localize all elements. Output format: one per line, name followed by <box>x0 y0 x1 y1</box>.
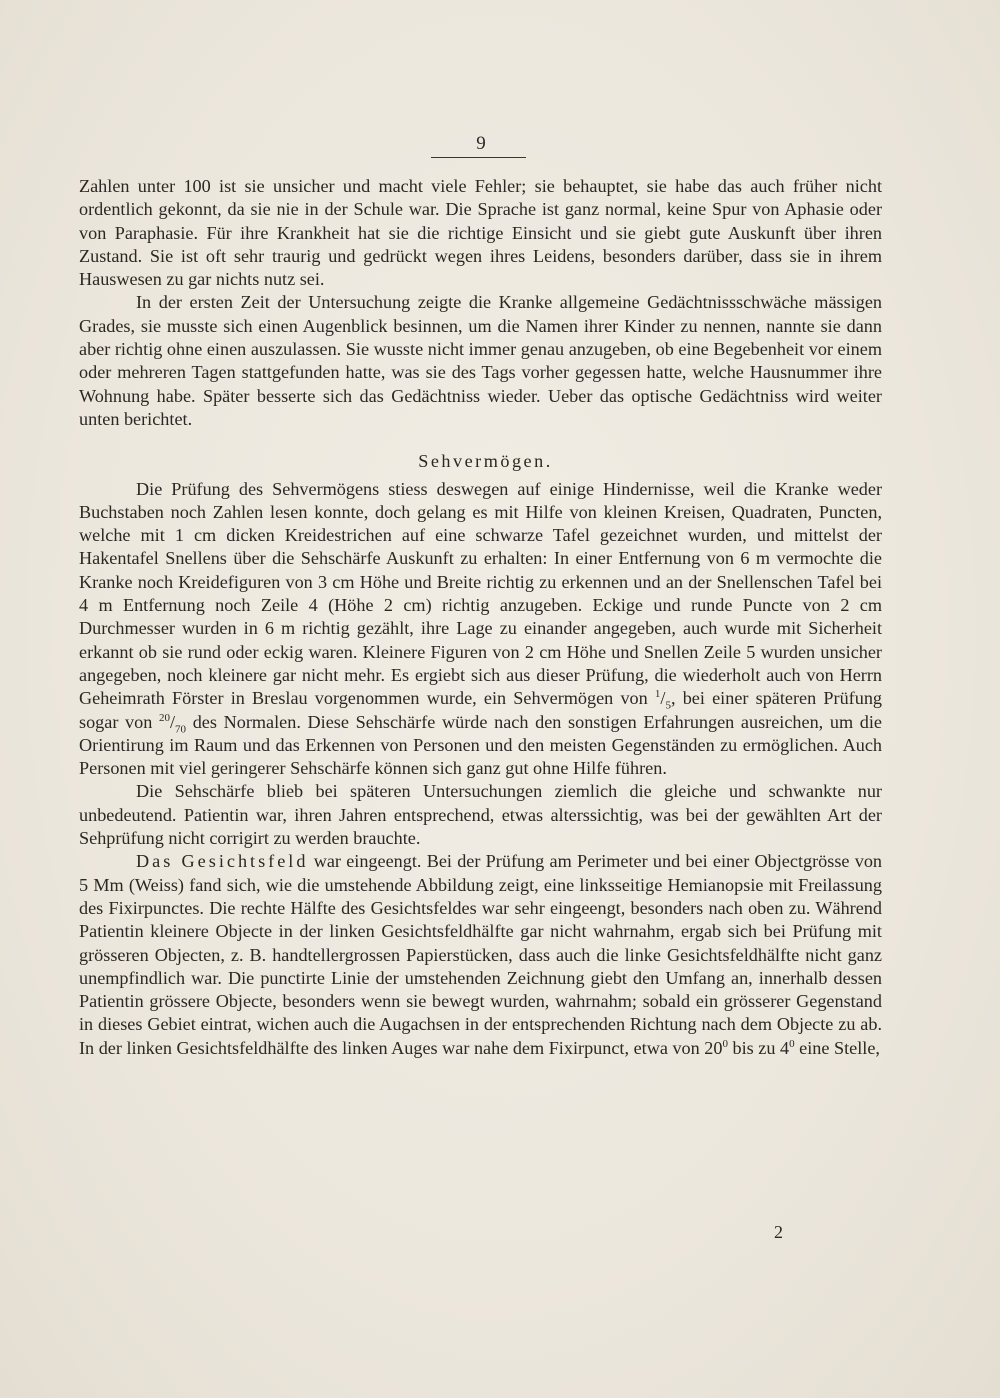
degree-1: 0 <box>722 1037 728 1050</box>
fraction-2-numerator: 20 <box>158 711 170 724</box>
paragraph-5-text-b: bis zu 4 <box>732 1037 790 1058</box>
paragraph-5-text-a: war eingeengt. Bei der Prüfung am Perimeter und bei einer Objectgrösse von 5 Mm (Weiss) fand sich, wie die umstehende Abbildung zeigt, eine linksseitige Hemianopsie mit Freilassung des Fixirpunctes. Die rechte Hälfte des Gesichtsfeldes war sehr eingeengt, besonders nach oben zu. Während Patientin kleinere Objecte in der linken Gesichtsfeldhälfte gar nicht wahrnahm, ergab sich bei Prüfung mit grösseren Objecten, z. B. handtellergrossen Papierstücken, dass auch die linke Gesichtsfeldhälfte nicht ganz unempfindlich war. Die punctirte Linie der umstehenden Zeichnung giebt den Umfang an, innerhalb dessen Patientin grössere Objecte, besonders wenn sie bewegt wurden, wahrnahm; sobald ein grösserer Gegenstand in dieses Gebiet eintrat, wichen auch die Augachsen in der entsprechenden Richtung nach dem Objecte zu ab. In der linken Gesichtsfeldhälfte des linken Auges war nahe dem Fixirpunct, etwa von 20 <box>79 851 883 1058</box>
degree-2: 0 <box>789 1037 795 1050</box>
section-title: Sehvermögen. <box>418 451 553 472</box>
paragraph-5-lead: Das Gesichtsfeld <box>136 851 309 872</box>
signature-mark: 2 <box>774 1222 783 1242</box>
paragraph-5-text-c: eine Stelle, <box>799 1037 880 1058</box>
paragraph-5 <box>79 850 882 1060</box>
paragraph-3-text-b: , bei einer späteren Prüfung sogar von <box>79 688 883 732</box>
fraction-1-denominator: 5 <box>665 699 671 712</box>
paragraph-3-text-c: des Normalen. Diese Sehschärfe würde nach den sonstigen Erfahrungen ausreichen, um die Orientirung im Raum und das Erkennen von Personen und den meisten Gegenständen zu ermöglichen. Auch Personen mit viel geringerer Sehschärfe können sich ganz gut ohne Hilfe führen. <box>79 711 882 779</box>
fraction-2-denominator: 70 <box>175 723 187 736</box>
header-rule <box>431 157 526 158</box>
paragraph-3-text-a: Die Prüfung des Sehvermögens stiess deswegen auf einige Hindernisse, weil die Kranke weder Buchstaben noch Zahlen lesen konnte, doch gelang es mit Hilfe von kleinen Kreisen, Quadraten, Puncten, welche mit 1 cm dicken Kreidestrichen auf eine schwarze Tafel gezeichnet wurden, und mittelst der Hakentafel Snellens über die Sehschärfe Auskunft zu erhalten: In einer Entfernung von 6 m vermochte die Kranke noch Kreidefiguren von 3 cm Höhe und Breite richtig zu erkennen und an der Snellenschen Tafel bei 4 m Entfernung noch Zeile 4 (Höhe 2 cm) richtig anzugeben. Eckige und runde Puncte von 2 cm Durchmesser wurden in 6 m richtig gezählt, ihre Lage zu einander angegeben, auch wurde mit Sicherheit erkannt ob sie rund oder eckig waren. Kleinere Figuren von 2 cm Höhe und Snellen Zeile 5 wurden unsicher angegeben, noch kleinere gar nicht mehr. Es ergiebt sich aus dieser Prüfung, die wiederholt auch von Herrn Geheimrath Förster in Breslau vorgenommen wurde, ein Sehvermögen von <box>79 478 882 709</box>
paragraph-2: In der ersten Zeit der Untersuchung zeigte die Kranke allgemeine Gedächtnissschwäche mässigen Grades, sie musste sich einen Augenblick besinnen, um die Namen ihrer Kinder zu nennen, nannte sie dann aber richtig ohne einen auszulassen. Sie wusste nicht immer genau anzugeben, ob eine Begebenheit vor einem oder mehreren Tagen stattgefunden hatte, was sie des Tags vorher gegessen hatte, welche Hausnummer ihre Wohnung habe. Später besserte sich das Gedächtniss wieder. Ueber das optische Gedächtniss wird weiter unten berichtet. <box>79 292 882 429</box>
paragraph-3: Die Prüfung des Sehvermögens stiess deswegen auf einige Hindernisse, weil die Kranke weder Buchstaben noch Zahlen lesen konnte, doch gelang es mit Hilfe von kleinen Kreisen, Quadraten, Puncten, welche mit 1 cm dicken Kreidestrichen auf eine schwarze Tafel gezeichnet wurden, und mittelst der Hakentafel Snellens über die Sehschärfe Auskunft zu erhalten: In einer Entfernung von 6 m vermochte die Kranke noch Kreidefiguren von 3 cm Höhe und Breite richtig zu erkennen und an der Snellenschen Tafel bei 4 m Entfernung noch Zeile 4 (Höhe 2 cm) richtig anzugeben. Eckige und runde Puncte von 2 cm Durchmesser wurden in 6 m richtig gezählt, ihre Lage zu einander angegeben, auch wurde mit Sicherheit erkannt ob sie rund oder eckig waren. Kleinere Figuren von 2 cm Höhe und Snellen Zeile 5 wurden unsicher angegeben, noch kleinere gar nicht mehr. Es ergiebt sich aus dieser Prüfung, die wiederholt auch von Herrn Geheimrath Förster in Breslau vorgenommen wurde, ein Sehvermögen von $^1/_5$, bei einer späteren Prüfung sogar von $^{20}/_{70}$ des Normalen. Diese Sehschärfe würde nach den sonstigen Erfahrungen ausreichen, um die Orientirung im Raum und das Erkennen von Personen und den meisten Gegenständen zu ermöglichen. Auch Personen mit viel geringerer Sehschärfe können sich ganz gut ohne Hilfe führen. <box>79 478 883 779</box>
paragraph-1: Zahlen unter 100 ist sie unsicher und macht viele Fehler; sie behauptet, sie habe das auch früher nicht ordentlich gekonnt, da sie nie in der Schule war. Die Sprache ist ganz normal, keine Spur von Aphasie oder von Paraphasie. Für ihre Krankheit hat sie die richtige Einsicht und sie giebt gute Auskunft über ihren Zustand. Sie ist oft sehr traurig und gedrückt wegen ihres Leidens, besonders darüber, dass sie in ihrem Hauswesen zu gar nichts nutz sei. <box>79 176 882 290</box>
page-number: 9 <box>476 133 486 154</box>
paragraph-4: Die Sehschärfe blieb bei späteren Untersuchungen ziemlich die gleiche und schwankte nur unbedeutend. Patientin war, ihren Jahren entsprechend, etwas alterssichtig, was bei der gewählten Art der Sehprüfung nicht corrigirt zu werden brauchte. <box>79 781 882 849</box>
body-text <box>79 175 882 1060</box>
fraction-1-numerator: 1 <box>654 688 661 701</box>
